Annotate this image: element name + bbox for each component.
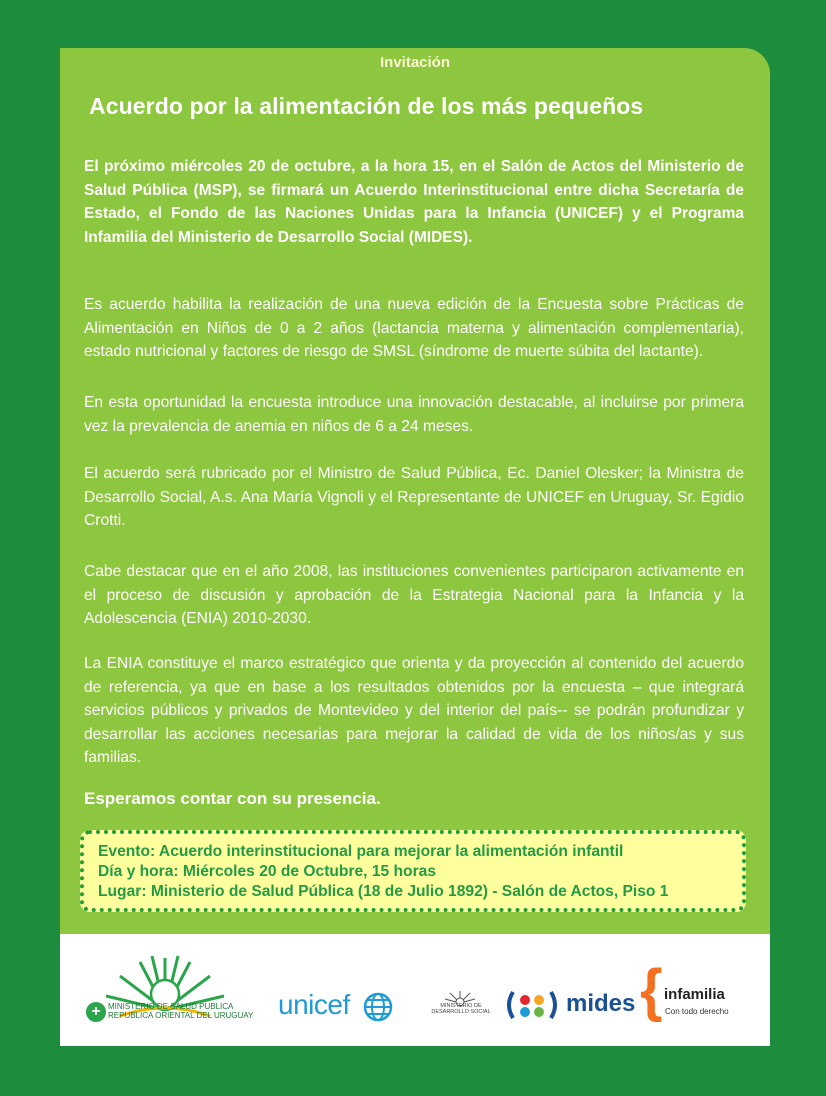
page-title: Acuerdo por la alimentación de los más pequeños [89,93,644,119]
sponsor-logos-footer [60,934,770,1046]
paragraph-innovation: En esta oportunidad la encuesta introduce una innovación destacable, al incluirse por primera vez la prevalencia de anemia en niños de 6 a 24 meses. [84,394,744,435]
invitation-kicker: Invitación [379,54,450,71]
paragraph-enia-framework: La ENIA constituye el marco estratégico que orienta y da proyección al contenido del acuerdo de referencia, ya que en base a los resultados obtenidos por la encuesta – que integrará servicios públicos y privados de Montevideo y del interior del país-- se podrán profundizar y desarrollar las acciones necesarias para mejorar la calidad de vida de los niños/as y sus familias. [84,655,744,767]
event-datetime: Día y hora: Miércoles 20 de Octubre, 15 horas [98,863,436,880]
event-name: Evento: Acuerdo interinstitucional para mejorar la alimentación infantil [98,843,624,860]
paragraph-signatories: El acuerdo será rubricado por el Ministro de Salud Pública, Ec. Daniel Olesker; la Ministra de Desarrollo Social, A.s. Ana María Vignoli y el Representante de UNICEF en Uruguay, Sr. Egidio Crotti. [84,465,744,530]
mides-symbol-icon [503,990,561,1020]
infamilia-tagline: Con todo derecho [665,1007,729,1016]
event-location: Lugar: Ministerio de Salud Pública (18 de Julio 1892) - Salón de Actos, Piso 1 [98,883,669,900]
paragraph-survey: Es acuerdo habilita la realización de una nueva edición de la Encuesta sobre Prácticas de Alimentación en Niños de 0 a 2 años (lactancia materna y alimentación complementaria), estado nutricional y factores de riesgo de SMSL (síndrome de muerte súbita del lactante). [84,296,744,361]
infamilia-brace-icon: { [640,958,663,1023]
infamilia-logo: infamilia [664,986,725,1003]
paragraph-enia-history: Cabe destacar que en el año 2008, las instituciones convenientes participaron activamente en el proceso de discusión y aprobación de la Estrategia Nacional para la Infancia y la Adolescencia (ENIA) 2010-2030. [84,563,744,628]
event-details-box [80,830,746,912]
msp-logo-text: MINISTERIO DE SALUD PUBLICA REPUBLICA ORIENTAL DEL URUGUAY [108,1002,254,1020]
mds-logo-text: MINISTERIO DE DESARROLLO SOCIAL [431,1003,491,1015]
lead-paragraph: El próximo miércoles 20 de octubre, a la hora 15, en el Salón de Actos del Ministerio de Salud Pública (MSP), se firmará un Acuerdo Interinstitucional entre dicha Secretaría de Estado, el Fondo de las Naciones Unidas para la Infancia (UNICEF) y el Programa Infamilia del Ministerio de Desarrollo Social (MIDES). [84,158,744,246]
unicef-globe-icon [362,991,394,1023]
closing-line: Esperamos contar con su presencia. [84,789,381,808]
unicef-logo: unicef [278,989,350,1020]
msp-cross-icon: + [86,1002,106,1022]
mides-logo: mides [566,990,636,1017]
